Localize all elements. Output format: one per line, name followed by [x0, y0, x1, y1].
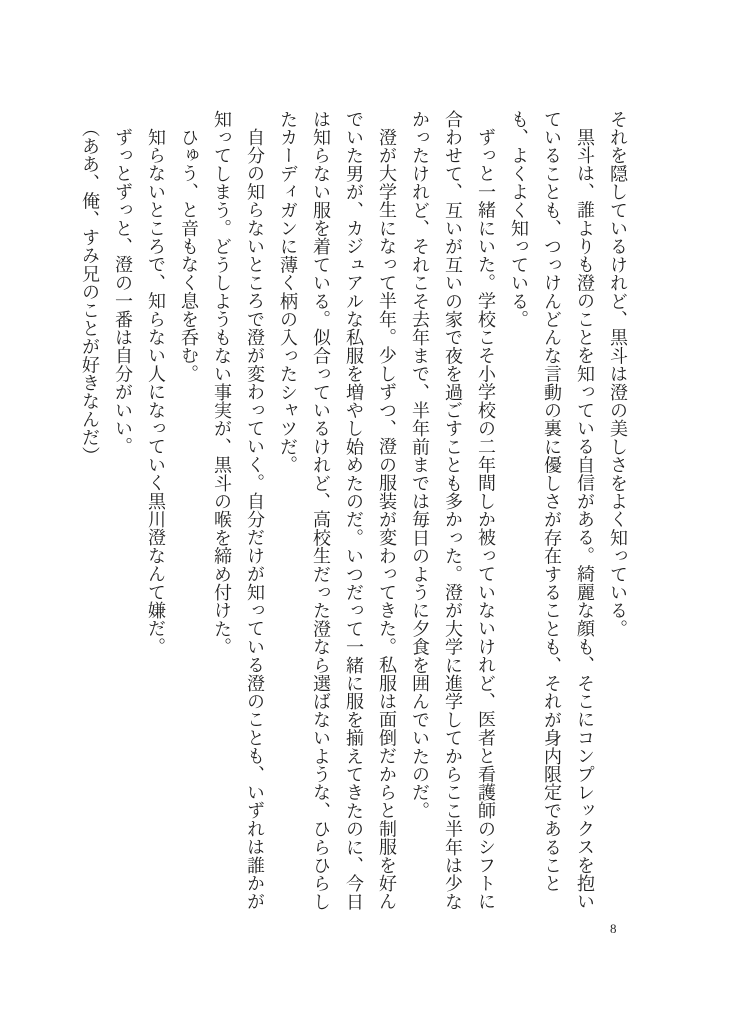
vertical-text-block	[68, 110, 634, 924]
page-number: 8	[610, 921, 617, 936]
paragraph-inner-monologue: （ああ、俺、すみ兄のことが好きなんだ）	[80, 119, 100, 465]
paragraph-continuation: それを隠しているけれど、黒斗は澄の美しさをよく知っている。	[608, 110, 628, 638]
paragraph: 澄が大学生になって半年。少しずつ、澄の服装が変わってきた。私服は面倒だからと制服を好んでいた男が、カジュアルな私服を増やし始めたのだ。いつだって一緒に服を揃えてきたのに、今日は知らない服を着ている。似合っているけれど、高校生だった澄なら選ばないような、ひらひらしたカーディガンに薄く柄の入ったシャツだ。	[278, 110, 397, 911]
paragraph: 黒斗は、誰よりも澄のことを知っている自信がある。綺麗な顔も、そこにコンプレックスを抱いていることも、つっけんどんな言動の裏に優しさが存在することも、それが身内限定であることも、よくよく知っている。	[509, 110, 595, 911]
paragraph: ずっと一緒にいた。学校こそ小学校の二年間しか被っていないけれど、医者と看護師のシフトに合わせて、互いが互いの家で夜を過ごすことも多かった。澄が大学に進学してからここ半年は少なかったけれど、それこそ去年まで、半年前までは毎日のように夕食を囲んでいたのだ。	[410, 110, 496, 911]
paragraph: ひゅう、と音もなく息を呑む。	[179, 128, 199, 383]
paragraph: 自分の知らないところで澄が変わっていく。自分だけが知っている澄のことも、いずれは誰かが知ってしまう。どうしようもない事実が、黒斗の喉を締め付けた。	[212, 110, 265, 911]
paragraph: 知らないところで、知らない人になっていく黒川澄なんて嫌だ。	[146, 128, 166, 656]
paragraph: ずっとずっと、澄の一番は自分がいい。	[113, 128, 133, 456]
